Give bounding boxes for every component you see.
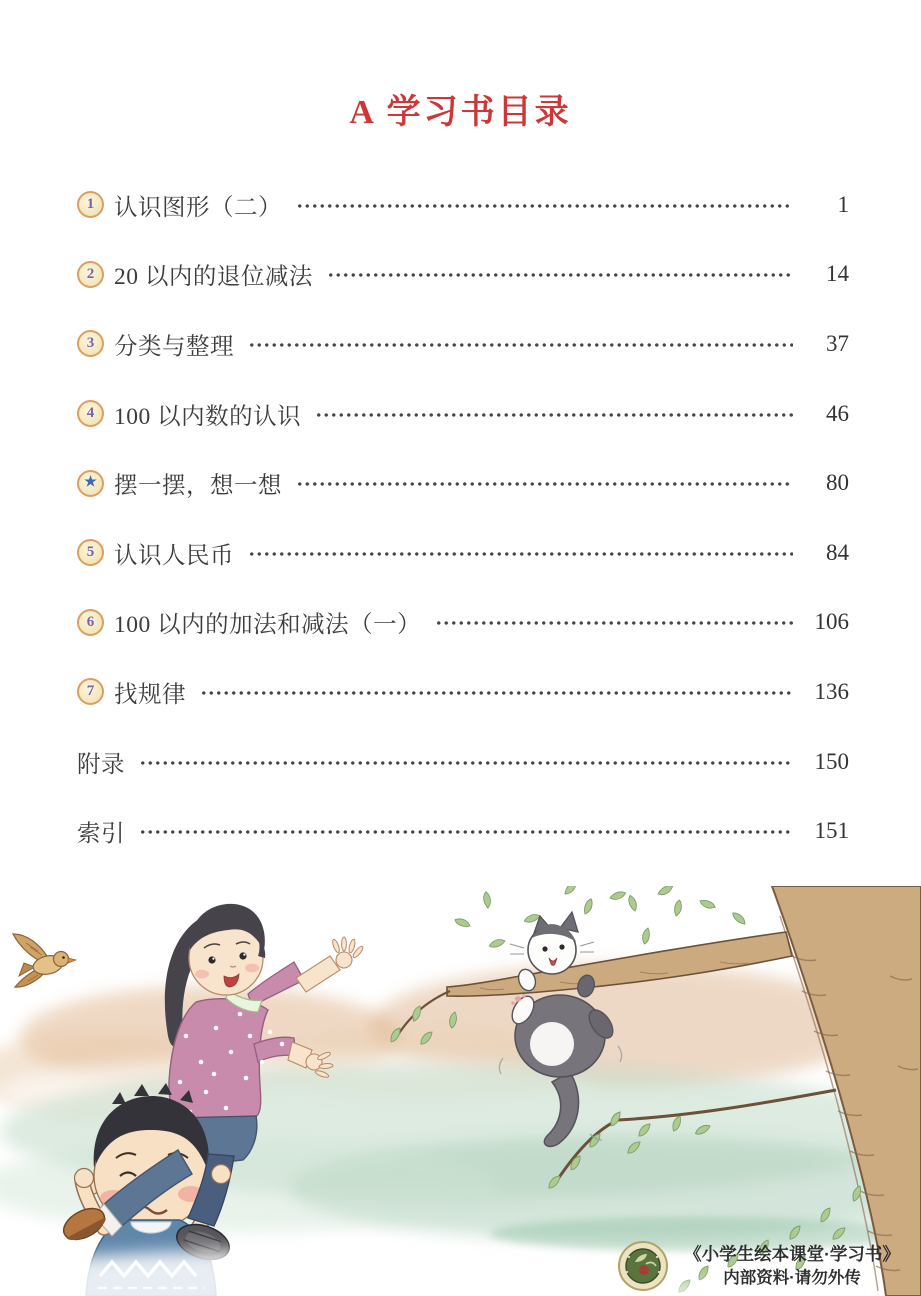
toc-item	[77, 796, 849, 866]
confidential-notice: 内部资料·请勿外传	[723, 1269, 861, 1287]
toc-item-label: 摆一摆，想一想	[114, 473, 282, 500]
toc-page-number: 1	[837, 191, 849, 217]
chapter-number-badge: 6	[77, 609, 104, 636]
toc-item-label: 分类与整理	[114, 333, 234, 360]
girl-raised-hand	[331, 937, 364, 968]
toc-page-number: 151	[814, 818, 849, 844]
dot-leader	[296, 194, 793, 218]
toc-item-label: 100 以内数的认识	[114, 403, 302, 430]
toc-page-number: 14	[826, 261, 849, 287]
toc-item-label: 20 以内的退位减法	[114, 264, 313, 291]
chapter-number-badge: 5	[77, 539, 104, 566]
dot-leader	[327, 263, 793, 287]
toc-page-number: 150	[814, 748, 849, 774]
dot-leader	[296, 472, 793, 496]
sparrow-icon	[13, 934, 76, 987]
toc-item	[77, 518, 849, 588]
toc-page-number: 136	[814, 678, 849, 704]
toc-page-number: 106	[814, 609, 849, 635]
dot-leader	[435, 611, 793, 635]
toc-item-label: 认识图形（二）	[114, 194, 282, 221]
chapter-number-badge: 4	[77, 400, 104, 427]
toc-item-label: 100 以内的加法和减法（一）	[114, 612, 422, 639]
footer-notice	[672, 1242, 912, 1290]
toc-item	[77, 309, 849, 379]
dot-leader	[315, 403, 793, 427]
toc-page-number: 80	[826, 470, 849, 496]
toc-item-label: 附录	[77, 751, 125, 778]
dot-leader	[139, 820, 793, 844]
toc-item	[77, 240, 849, 310]
watercolor-illustration	[0, 886, 921, 1296]
toc-item-label: 认识人民币	[114, 542, 234, 569]
dot-leader	[139, 751, 793, 775]
toc-item	[77, 588, 849, 658]
toc-page-number: 84	[826, 539, 849, 565]
star-badge-icon: ★	[77, 470, 104, 497]
toc-page-number: 46	[826, 400, 849, 426]
toc-item	[77, 727, 849, 797]
chapter-number-badge: 7	[77, 678, 104, 705]
dot-leader	[248, 542, 793, 566]
series-title: 《小学生绘本课堂·学习书》	[684, 1244, 900, 1264]
publisher-seal-icon	[619, 1242, 667, 1290]
toc-item	[77, 170, 849, 240]
dot-leader	[200, 681, 793, 705]
toc-item-label: 索引	[77, 821, 125, 848]
page-title: A 学习书目录	[349, 94, 572, 131]
chapter-number-badge: 2	[77, 261, 104, 288]
toc-item	[77, 448, 849, 518]
chapter-number-badge: 3	[77, 330, 104, 357]
table-of-contents	[77, 170, 849, 866]
dot-leader	[248, 333, 793, 357]
toc-item	[77, 657, 849, 727]
chapter-number-badge: 1	[77, 191, 104, 218]
toc-page-number: 37	[826, 330, 849, 356]
toc-item	[77, 379, 849, 449]
toc-item-label: 找规律	[114, 681, 186, 708]
